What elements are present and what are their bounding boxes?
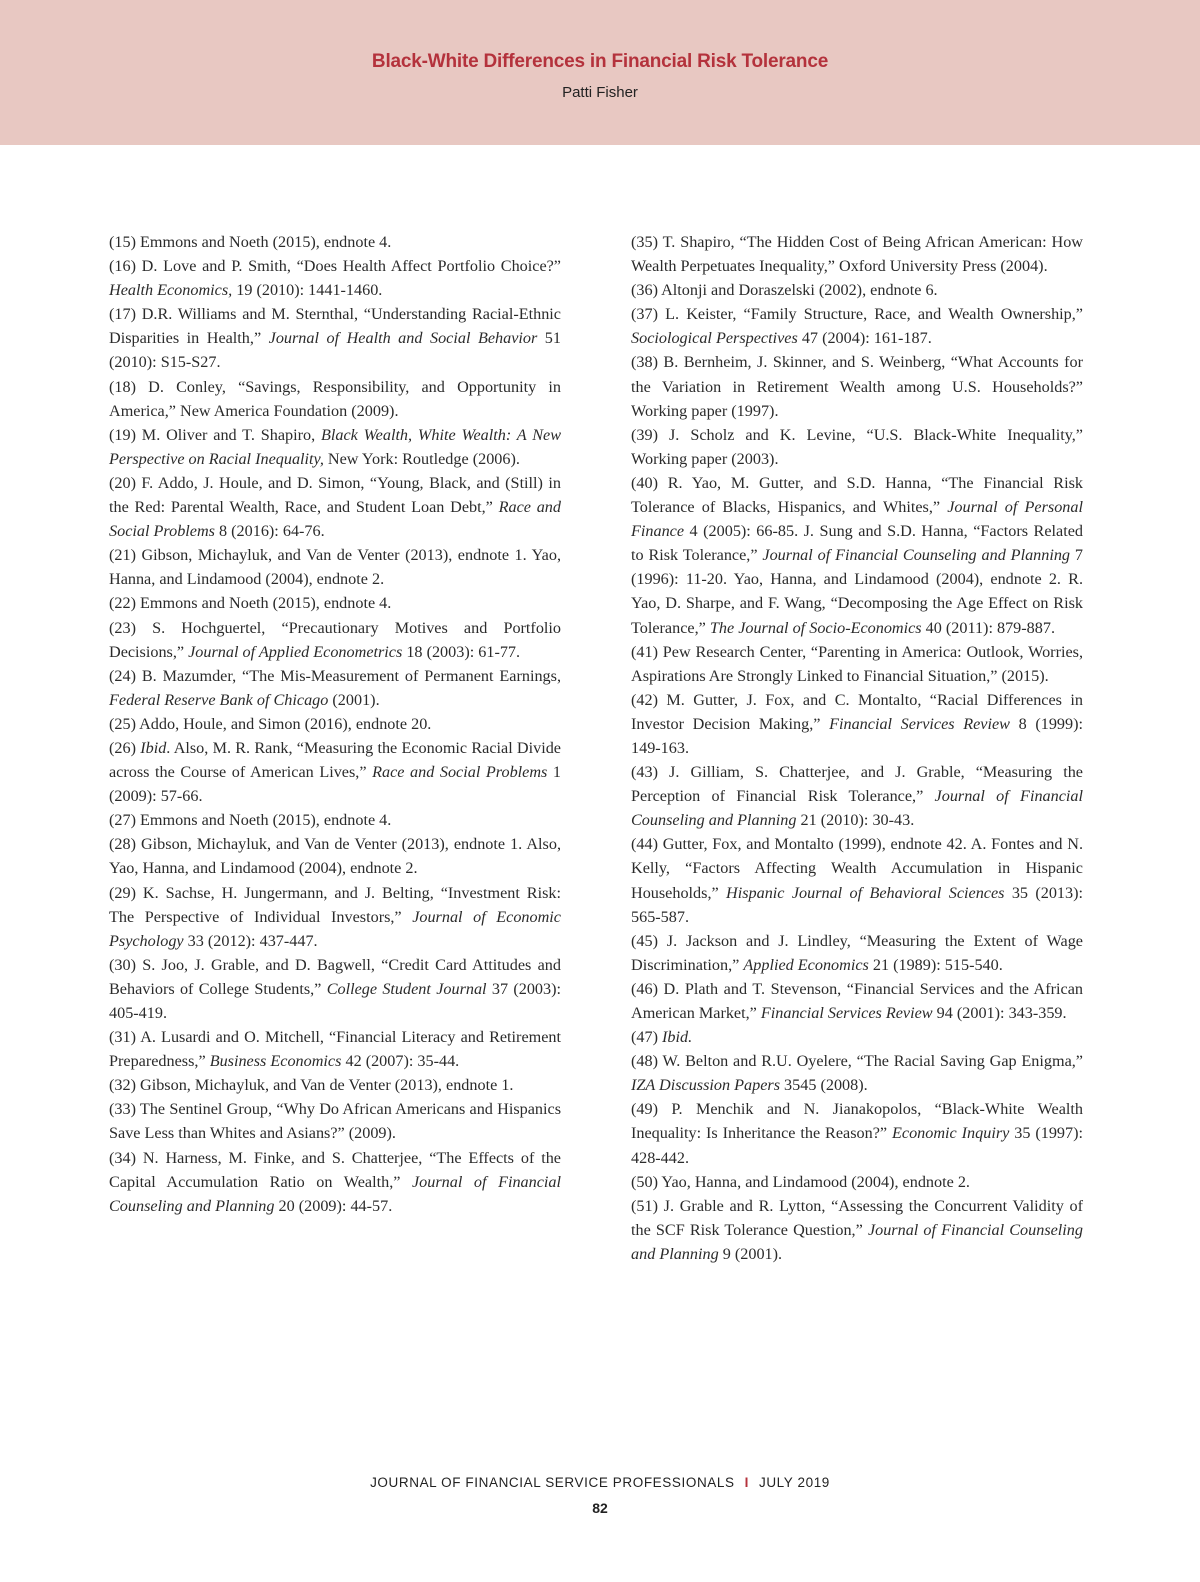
header-band: [0, 0, 1200, 145]
reference-text: . Also, M. R. Rank, “Measuring the Economic Racial Divide across the Course of American Lives,”: [109, 738, 561, 782]
reference-item: [109, 953, 561, 1025]
reference-item: [109, 1073, 561, 1097]
reference-text: (46) D. Plath and T. Stevenson, “Financial Services and the African American Market,”: [631, 979, 1083, 1022]
reference-item: [109, 230, 561, 254]
reference-text: (19) M. Oliver and T. Shapiro,: [109, 425, 321, 444]
reference-italic-text: Hispanic Journal of Behavioral Sciences: [726, 883, 1005, 902]
reference-text: 51 (2010): S15-S27.: [109, 329, 561, 372]
reference-text: (29) K. Sachse, H. Jungermann, and J. Belting, “Investment Risk: The Perspective of Individual Investors,”: [109, 883, 561, 926]
reference-italic-text: College Student Journal: [326, 979, 487, 998]
reference-item: [109, 1097, 561, 1145]
reference-item: [631, 1170, 1083, 1194]
reference-text: (34) N. Harness, M. Finke, and S. Chatterjee, “The Effects of the Capital Accumulation Ratio on Wealth,”: [109, 1148, 561, 1191]
reference-italic-text: Health Economics,: [109, 281, 233, 300]
reference-text: (37) L. Keister, “Family Structure, Race, and Wealth Ownership,”: [631, 305, 1083, 324]
reference-text: 8 (1999): 149-163.: [631, 714, 1084, 757]
footer-separator: I: [744, 1475, 749, 1490]
reference-text: (51) J. Grable and R. Lytton, “Assessing the Concurrent Validity of the SCF Risk Tolerance Question,”: [631, 1196, 1083, 1239]
reference-text: (49) P. Menchik and N. Jianakopolos, “Black-White Wealth Inequality: Is Inheritance the Reason?”: [631, 1100, 1083, 1143]
reference-text: 9 (2001).: [718, 1244, 783, 1263]
reference-italic-text: Journal of Financial Counseling and Planning: [631, 1220, 1083, 1263]
reference-text: 47 (2004): 161-187.: [797, 329, 932, 348]
reference-italic-text: Ibid.: [662, 1028, 693, 1047]
reference-text: (16) D. Love and P. Smith, “Does Health Affect Portfolio Choice?”: [109, 257, 561, 276]
reference-item: [109, 712, 561, 736]
reference-item: [109, 808, 561, 832]
reference-text: (17) D.R. Williams and M. Sternthal, “Understanding Racial-Ethnic Disparities in Health,”: [109, 305, 561, 348]
reference-text: 40 (2011): 879-887.: [921, 618, 1055, 637]
reference-item: [631, 688, 1083, 760]
reference-text: (32) Gibson, Michayluk, and Van de Venter (2013), endnote 1.: [109, 1076, 514, 1095]
reference-text: 35 (2013): 565-587.: [631, 883, 1084, 926]
reference-text: (15) Emmons and Noeth (2015), endnote 4.: [109, 233, 392, 251]
reference-item: [109, 664, 561, 712]
article-author: Patti Fisher: [562, 84, 638, 101]
reference-text: (43) J. Gilliam, S. Chatterjee, and J. Grable, “Measuring the Perception of Financial Risk Tolerance,”: [631, 763, 1083, 806]
reference-text: (18) D. Conley, “Savings, Responsibility, and Opportunity in America,” New America Foundation (2009).: [109, 377, 561, 420]
reference-text: (26): [109, 738, 141, 757]
reference-italic-text: Race and Social Problems: [372, 763, 548, 782]
reference-italic-text: Ibid: [140, 738, 167, 757]
reference-text: (25) Addo, Houle, and Simon (2016), endnote 20.: [109, 714, 432, 733]
reference-text: 37 (2003): 405-419.: [109, 979, 562, 1022]
reference-text: (41) Pew Research Center, “Parenting in America: Outlook, Worries, Aspirations Are Strongly Linked to Financial Situation,” (2015).: [631, 642, 1083, 685]
reference-item: [109, 1025, 561, 1073]
reference-italic-text: Journal of Personal Finance: [631, 498, 1083, 541]
reference-item: [109, 254, 561, 302]
reference-text: (30) S. Joo, J. Grable, and D. Bagwell, “Credit Card Attitudes and Behaviors of College Students,”: [109, 955, 561, 998]
references-right-column: [631, 230, 1083, 1266]
reference-italic-text: Financial Services Review: [829, 714, 1010, 733]
reference-item: [631, 1194, 1083, 1266]
reference-item: [109, 736, 561, 808]
reference-italic-text: Journal of Health and Social Behavior: [268, 329, 538, 348]
reference-text: (24) B. Mazumder, “The Mis-Measurement of Permanent Earnings,: [109, 666, 561, 685]
reference-italic-text: The Journal of Socio-Economics: [709, 618, 922, 637]
reference-text: (28) Gibson, Michayluk, and Van de Venter (2013), endnote 1. Also, Yao, Hanna, and Lindamood (2004), endnote 2.: [109, 835, 561, 878]
reference-item: [109, 423, 561, 471]
reference-item: [109, 881, 561, 953]
reference-text: (33) The Sentinel Group, “Why Do African Americans and Hispanics Save Less than Whites and Asians?” (2009).: [109, 1100, 561, 1143]
reference-text: (23) S. Hochguertel, “Precautionary Motives and Portfolio Decisions,”: [109, 618, 561, 661]
reference-italic-text: Journal of Financial Counseling and Planning: [631, 787, 1083, 830]
reference-text: (47): [631, 1028, 663, 1047]
reference-text: New York: Routledge (2006).: [323, 449, 520, 468]
reference-text: (44) Gutter, Fox, and Montalto (1999), endnote 42. A. Fontes and N. Kelly, “Factors Affecting Wealth Accumulation in Hispanic Households,”: [631, 835, 1083, 902]
reference-text: (45) J. Jackson and J. Lindley, “Measuring the Extent of Wage Discrimination,”: [631, 931, 1083, 974]
reference-italic-text: Financial Services Review: [760, 1004, 933, 1022]
reference-item: [631, 1025, 1083, 1049]
reference-text: (22) Emmons and Noeth (2015), endnote 4.: [109, 594, 392, 613]
reference-item: [631, 1097, 1083, 1169]
reference-item: [109, 1146, 561, 1218]
reference-text: 1 (2009): 57-66.: [109, 763, 562, 806]
reference-item: [631, 423, 1083, 471]
reference-text: (48) W. Belton and R.U. Oyelere, “The Racial Saving Gap Enigma,”: [631, 1052, 1083, 1071]
reference-text: 35 (1997): 428-442.: [631, 1124, 1084, 1167]
reference-text: (42) M. Gutter, J. Fox, and C. Montalto, “Racial Differences in Investor Decision Making,”: [631, 690, 1083, 733]
reference-text: (39) J. Scholz and K. Levine, “U.S. Black-White Inequality,” Working paper (2003).: [631, 425, 1083, 468]
reference-italic-text: Race and Social Problems: [109, 498, 561, 541]
reference-italic-text: Black Wealth, White Wealth: A New Perspective on Racial Inequality,: [109, 425, 561, 468]
reference-text: (27) Emmons and Noeth (2015), endnote 4.: [109, 811, 392, 830]
reference-italic-text: Economic Inquiry: [892, 1124, 1010, 1143]
reference-item: [631, 230, 1083, 278]
reference-text: (21) Gibson, Michayluk, and Van de Venter (2013), endnote 1. Yao, Hanna, and Lindamood (2004), endnote 2.: [109, 546, 561, 589]
reference-item: [109, 471, 561, 543]
reference-item: [631, 760, 1083, 832]
reference-text: 7 (1996): 11-20. Yao, Hanna, and Lindamood (2004), endnote 2. R. Yao, D. Sharpe, and F. Wang, “Decomposing the Age Effect on Risk Tolerance,”: [631, 546, 1083, 637]
reference-text: (40) R. Yao, M. Gutter, and S.D. Hanna, “The Financial Risk Tolerance of Blacks, Hispanics, and Whites,”: [631, 473, 1083, 517]
reference-text: (2001).: [328, 690, 380, 709]
reference-text: 4 (2005): 66-85. J. Sung and S.D. Hanna, “Factors Related to Risk Tolerance,”: [631, 522, 1083, 565]
reference-text: 33 (2012): 437-447.: [183, 931, 318, 950]
reference-text: 20 (2009): 44-57.: [274, 1196, 393, 1215]
footer-journal-name: JOURNAL OF FINANCIAL SERVICE PROFESSIONALS: [370, 1475, 735, 1490]
page-number: 82: [592, 1500, 608, 1516]
reference-item: [109, 543, 561, 591]
reference-item: [109, 302, 561, 374]
reference-text: 8 (2016): 64-76.: [214, 522, 325, 541]
reference-italic-text: IZA Discussion Papers: [631, 1076, 780, 1095]
reference-text: 18 (2003): 61-77.: [402, 642, 521, 661]
reference-item: [631, 302, 1083, 350]
reference-item: [631, 929, 1083, 977]
reference-italic-text: Applied Economics: [743, 955, 869, 974]
reference-text: (36) Altonji and Doraszelski (2002), endnote 6.: [631, 281, 938, 300]
footer-date: JULY 2019: [758, 1475, 830, 1490]
footer-journal: [0, 1475, 1200, 1490]
reference-item: [631, 640, 1083, 688]
reference-item: [631, 278, 1083, 302]
reference-text: (50) Yao, Hanna, and Lindamood (2004), endnote 2.: [631, 1172, 970, 1191]
article-title: Black-White Differences in Financial Risk Tolerance: [371, 51, 829, 72]
reference-text: 21 (2010): 30-43.: [796, 811, 915, 830]
reference-text: (31) A. Lusardi and O. Mitchell, “Financial Literacy and Retirement Preparedness,”: [109, 1028, 561, 1071]
reference-item: [109, 832, 561, 880]
reference-text: 42 (2007): 35-44.: [341, 1052, 460, 1071]
reference-item: [631, 977, 1083, 1025]
reference-italic-text: Journal of Financial Counseling and Planning: [762, 546, 1071, 565]
reference-text: 3545 (2008).: [780, 1076, 868, 1095]
reference-item: [109, 591, 561, 615]
reference-text: (20) F. Addo, J. Houle, and D. Simon, “Young, Black, and (Still) in the Red: Parental Wealth, Race, and Student Loan Debt,”: [109, 473, 561, 517]
reference-item: [109, 375, 561, 423]
reference-item: [631, 1049, 1083, 1097]
reference-italic-text: Sociological Perspectives: [631, 329, 798, 348]
reference-italic-text: Journal of Applied Econometrics: [188, 642, 403, 661]
reference-text: (35) T. Shapiro, “The Hidden Cost of Being African American: How Wealth Perpetuates Inequality,” Oxford University Press (2004).: [631, 233, 1083, 276]
reference-text: 21 (1989): 515-540.: [868, 955, 1003, 974]
reference-italic-text: Business Economics: [209, 1052, 342, 1071]
reference-item: [631, 471, 1083, 640]
reference-item: [631, 350, 1083, 422]
reference-italic-text: Federal Reserve Bank of Chicago: [109, 690, 329, 709]
reference-text: 19 (2010): 1441-1460.: [232, 281, 383, 300]
references-left-column: [109, 230, 561, 1218]
reference-text: 94 (2001): 343-359.: [932, 1004, 1067, 1022]
reference-italic-text: Journal of Economic Psychology: [109, 907, 561, 950]
reference-text: (38) B. Bernheim, J. Skinner, and S. Weinberg, “What Accounts for the Variation in Retirement Wealth among U.S. Households?” Working paper (1997).: [631, 353, 1083, 420]
reference-item: [109, 616, 561, 664]
reference-italic-text: Journal of Financial Counseling and Planning: [109, 1172, 562, 1215]
reference-item: [631, 832, 1083, 928]
